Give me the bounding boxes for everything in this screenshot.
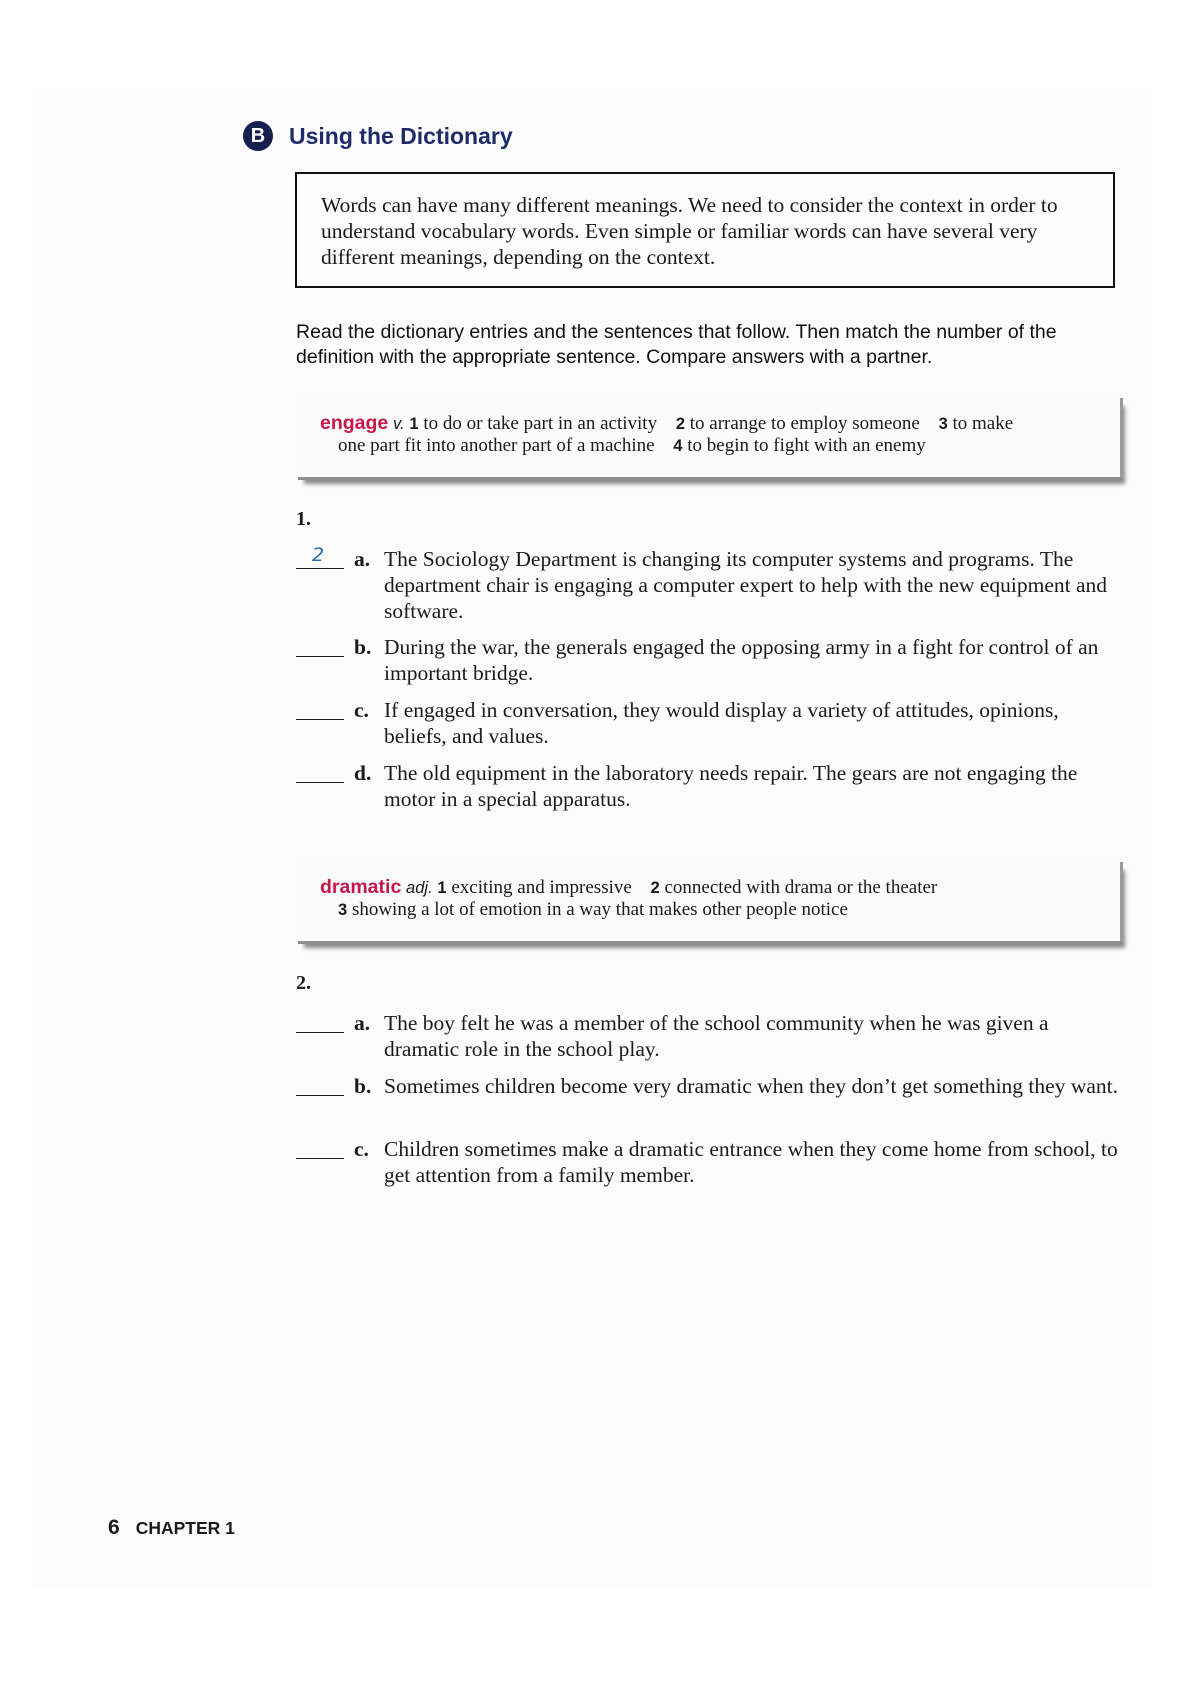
answer-blank[interactable] bbox=[296, 1136, 344, 1159]
exercise-number: 1. bbox=[296, 508, 311, 530]
item-text: The Sociology Department is changing its computer systems and programs. The department chair is engaging a computer expert to help with the new equipment and software. bbox=[384, 547, 1108, 623]
answer-blank[interactable] bbox=[296, 1010, 344, 1033]
item-text: Children sometimes make a dramatic entrance when they come home from school, to get attention from a family member. bbox=[384, 1137, 1118, 1187]
item-letter: c. bbox=[354, 1137, 369, 1161]
answer-blank[interactable] bbox=[296, 634, 344, 657]
chapter-label: CHAPTER 1 bbox=[135, 1518, 235, 1538]
item-text: If engaged in conversation, they would display a variety of attitudes, opinions, beliefs, and values. bbox=[384, 698, 1059, 748]
note-box: Words can have many different meanings. We need to consider the context in order to understand vocabulary words. Even simple or familiar words can have several very different meanings, depending on the context. bbox=[295, 172, 1115, 288]
exercise-item bbox=[296, 1010, 1126, 1062]
headword: dramatic bbox=[320, 876, 402, 898]
section-header bbox=[243, 121, 513, 151]
def-number: 2 bbox=[675, 415, 686, 433]
item-letter: a. bbox=[354, 547, 371, 571]
item-letter: a. bbox=[354, 1011, 371, 1035]
definition: exciting and impressive bbox=[451, 877, 632, 898]
dictionary-entry-engage bbox=[298, 398, 1123, 480]
definition: to do or take part in an activity bbox=[423, 413, 658, 434]
dictionary-entry-dramatic bbox=[298, 862, 1123, 944]
definition: connected with drama or the theater bbox=[664, 877, 938, 898]
exercise-item bbox=[296, 1136, 1126, 1188]
answer-blank[interactable] bbox=[296, 760, 344, 783]
definition: to arrange to employ someone bbox=[689, 413, 920, 434]
def-number: 1 bbox=[409, 415, 419, 433]
page-number: 6 bbox=[108, 1516, 120, 1539]
exercise-item bbox=[296, 634, 1126, 686]
item-text: The boy felt he was a member of the school community when he was given a dramatic role in the school play. bbox=[384, 1011, 1049, 1061]
definition: to make bbox=[952, 413, 1014, 434]
page-background bbox=[32, 88, 1152, 1588]
item-text: The old equipment in the laboratory needs repair. The gears are not engaging the motor in a special apparatus. bbox=[384, 761, 1078, 811]
answer-blank[interactable] bbox=[296, 546, 344, 569]
item-letter: b. bbox=[354, 635, 372, 659]
page-footer bbox=[108, 1516, 235, 1540]
section-title: Using the Dictionary bbox=[289, 122, 513, 149]
item-text: During the war, the generals engaged the opposing army in a fight for control of an important bridge. bbox=[384, 635, 1099, 685]
part-of-speech: adj. bbox=[406, 879, 433, 897]
definition: showing a lot of emotion in a way that makes other people notice bbox=[351, 899, 848, 920]
part-of-speech: v. bbox=[393, 415, 405, 433]
item-letter: c. bbox=[354, 698, 369, 722]
item-letter: b. bbox=[354, 1074, 372, 1098]
exercise-item bbox=[296, 546, 1126, 624]
definition: one part fit into another part of a machine bbox=[338, 435, 655, 456]
def-number: 1 bbox=[437, 879, 447, 897]
def-number: 4 bbox=[673, 437, 683, 455]
def-number: 3 bbox=[338, 901, 348, 919]
answer-blank[interactable] bbox=[296, 1073, 344, 1096]
headword: engage bbox=[320, 412, 389, 434]
instructions: Read the dictionary entries and the sentences that follow. Then match the number of the definition with the appropriate sentence. Compare answers with a partner. bbox=[296, 321, 1057, 368]
def-number: 2 bbox=[650, 879, 660, 897]
exercise-item bbox=[296, 760, 1126, 812]
exercise-item bbox=[296, 697, 1126, 749]
answer-blank[interactable] bbox=[296, 697, 344, 720]
item-text: Sometimes children become very dramatic when they don’t get something they want. bbox=[384, 1074, 1118, 1098]
definition: to begin to fight with an enemy bbox=[687, 435, 926, 456]
section-badge: B bbox=[243, 121, 273, 151]
item-letter: d. bbox=[354, 761, 372, 785]
handwritten-answer: 2 bbox=[312, 544, 325, 566]
exercise-item bbox=[296, 1073, 1126, 1099]
def-number: 3 bbox=[938, 415, 948, 433]
exercise-number: 2. bbox=[296, 972, 311, 994]
